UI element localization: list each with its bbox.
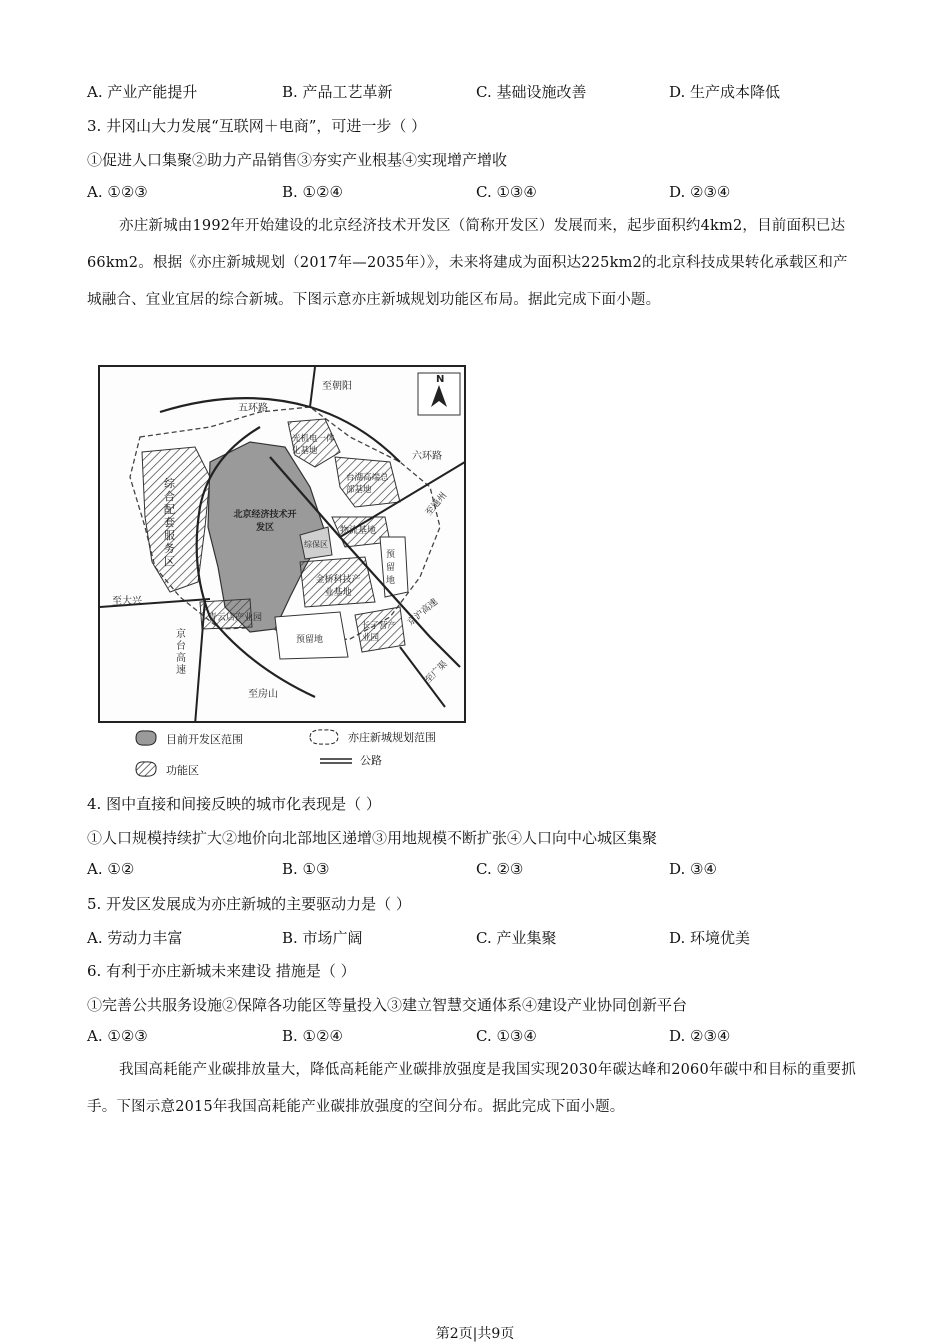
label-zonghe: 综合配套服务区 xyxy=(164,477,175,568)
q5-option-a[interactable]: A. 劳动力丰富 xyxy=(87,929,183,947)
q2-option-a[interactable]: A. 产业产能提升 xyxy=(87,83,198,101)
map-drawing xyxy=(100,367,466,723)
page-number: 第2页|共9页 xyxy=(435,1326,515,1342)
q5-option-d[interactable]: D. 环境优美 xyxy=(669,929,751,947)
q3-stem: 3. 井冈山大力发展“互联网＋电商”，可进一步（ ） xyxy=(87,117,427,135)
q4-option-d[interactable]: D. ③④ xyxy=(669,860,717,878)
q6-option-c[interactable]: C. ①③④ xyxy=(476,1027,537,1045)
legend-function: 功能区 xyxy=(166,764,199,777)
legend-current: 目前开发区范围 xyxy=(166,733,243,746)
q3-option-a[interactable]: A. ①②③ xyxy=(87,183,148,201)
label-qingyundian: 青云店产业园 xyxy=(208,613,263,623)
q4-items: ①人口规模持续扩大②地价向北部地区递增③用地规模不断扩张④人口向中心城区集聚 xyxy=(87,829,658,847)
label-reserve-right: 预留地 xyxy=(386,550,396,586)
q5-option-b[interactable]: B. 市场广阔 xyxy=(282,929,363,947)
q3-option-d[interactable]: D. ②③④ xyxy=(669,183,731,201)
q3-option-c[interactable]: C. ①③④ xyxy=(476,183,537,201)
q5-option-c[interactable]: C. 产业集聚 xyxy=(476,929,557,947)
legend-plan: 亦庄新城规划范围 xyxy=(348,731,436,744)
label-wuliu: 物流基地 xyxy=(340,526,377,536)
q3-option-b[interactable]: B. ①②④ xyxy=(282,183,343,201)
legend-function-swatch xyxy=(133,759,159,779)
label-zaxian: 综保区 xyxy=(304,540,328,549)
legend-current-swatch xyxy=(133,728,159,748)
yizhuang-map xyxy=(98,365,466,723)
label-tongzhou: 至通州 xyxy=(424,490,450,519)
road-jingtai xyxy=(195,599,205,723)
label-liuhuan: 六环路 xyxy=(412,451,442,462)
legend-road-swatch xyxy=(318,756,354,766)
legend-road: 公路 xyxy=(360,754,382,767)
q2-option-c[interactable]: C. 基础设施改善 xyxy=(476,83,587,101)
q4-option-a[interactable]: A. ①② xyxy=(87,860,135,878)
label-jinghu: 京沪高速 xyxy=(405,597,440,629)
q5-stem: 5. 开发区发展成为亦庄新城的主要驱动力是（ ） xyxy=(87,895,411,913)
label-taihu: 台湖高端总部基地 xyxy=(346,473,389,495)
label-reserve-bottom: 预留地 xyxy=(296,635,324,645)
label-fangshan: 至房山 xyxy=(248,689,278,700)
q6-stem: 6. 有利于亦庄新城未来建设 措施是（ ） xyxy=(87,962,356,980)
label-chaoyang: 至朝阳 xyxy=(322,381,352,392)
road-chaoyang xyxy=(310,367,315,407)
label-guangjidian: 光机电一体化基地 xyxy=(292,434,335,456)
q3-items: ①促进人口集聚②助力产品销售③夯实产业根基④实现增产增收 xyxy=(87,151,508,169)
label-jingtai: 京台高速 xyxy=(176,629,186,676)
label-wuhuan: 五环路 xyxy=(238,403,268,414)
q4-option-b[interactable]: B. ①③ xyxy=(282,860,330,878)
label-guangqu: 至广渠 xyxy=(423,659,450,686)
label-changzi: 长子营产业园 xyxy=(362,621,397,643)
q6-option-a[interactable]: A. ①②③ xyxy=(87,1027,148,1045)
q2-option-b[interactable]: B. 产品工艺革新 xyxy=(282,83,393,101)
label-daxing: 至大兴 xyxy=(112,596,142,607)
q2-option-d[interactable]: D. 生产成本降低 xyxy=(669,83,781,101)
passage-yizhuang: 亦庄新城由1992年开始建设的北京经济技术开发区（简称开发区）发展而来，起步面积约4km2，目前面积已达66km2。根据《亦庄新城规划（2017年—2035年）》，未来将建成为面积达225km2的北京科技成果转化承载区和产城融合、宜业宜居的综合新城。下图示意亦庄新城规划功能区布局。据此完成下面小题。 xyxy=(87,218,848,308)
q6-items: ①完善公共服务设施②保障各功能区等量投入③建立智慧交通体系④建设产业协同创新平台 xyxy=(87,996,688,1014)
north-label: N xyxy=(436,374,445,385)
label-jinqiao: 金桥科技产业基地 xyxy=(315,575,361,598)
passage-carbon: 我国高耗能产业碳排放量大，降低高耗能产业碳排放强度是我国实现2030年碳达峰和2060年碳中和目标的重要抓手。下图示意2015年我国高耗能产业碳排放强度的空间分布。据此完成下面小题。 xyxy=(87,1062,856,1115)
q4-option-c[interactable]: C. ②③ xyxy=(476,860,524,878)
q6-option-d[interactable]: D. ②③④ xyxy=(669,1027,731,1045)
legend-plan-swatch xyxy=(306,726,342,748)
q4-stem: 4. 图中直接和间接反映的城市化表现是（ ） xyxy=(87,795,381,813)
label-kaifaqu: 北京经济技术开发区 xyxy=(233,510,297,533)
q6-option-b[interactable]: B. ①②④ xyxy=(282,1027,343,1045)
